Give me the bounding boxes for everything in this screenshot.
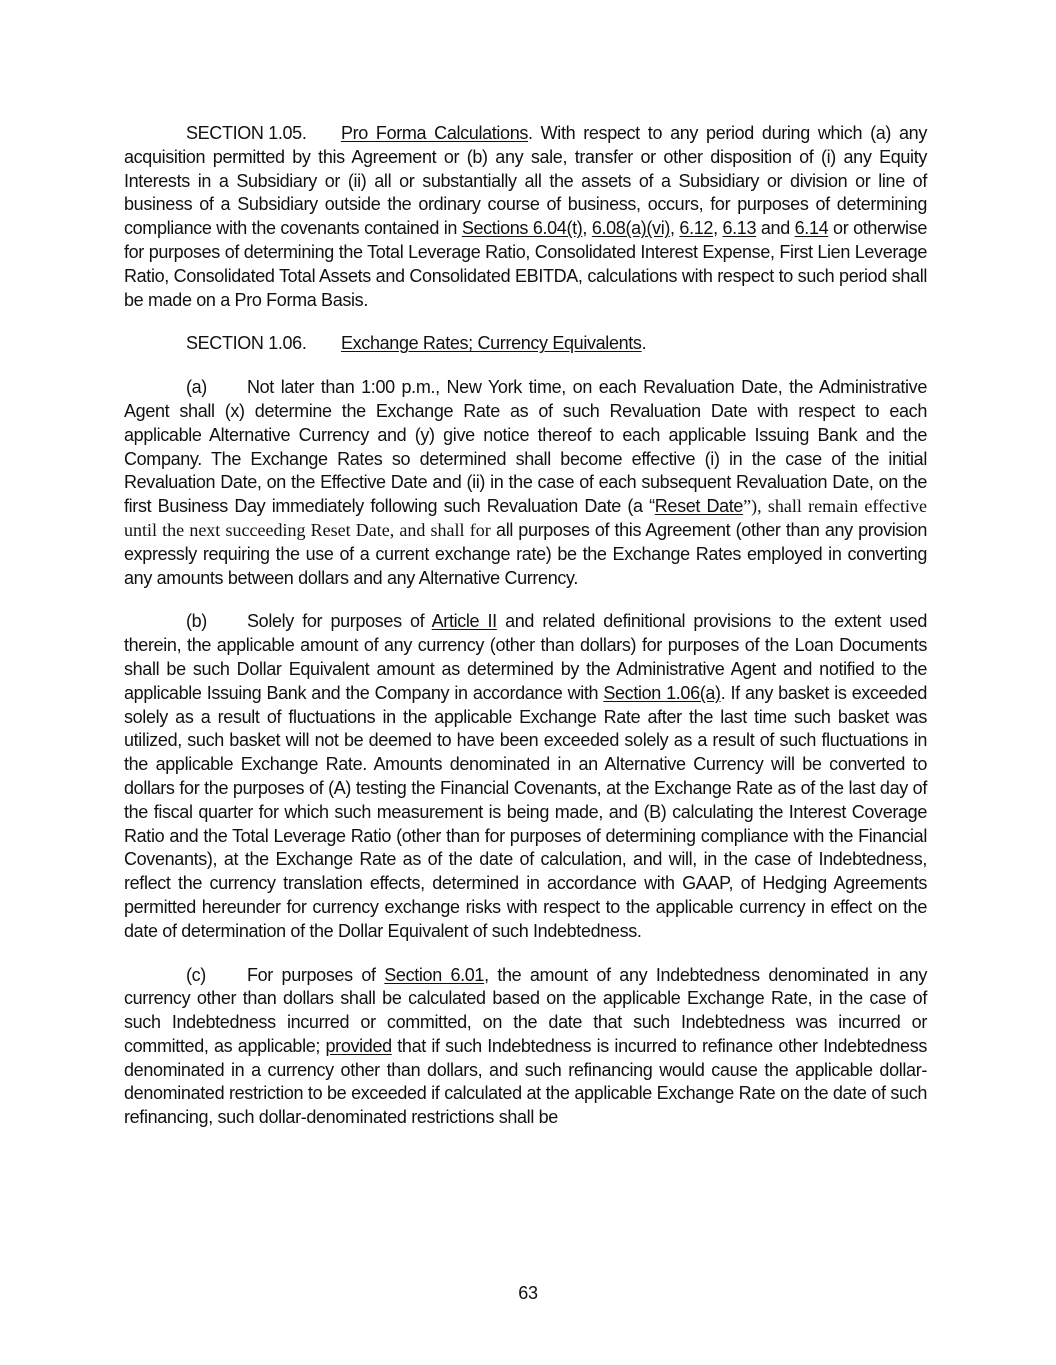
page-number: 63 <box>518 1283 538 1303</box>
section-label: SECTION 1.05. <box>186 123 307 143</box>
subsection-label: (c) <box>186 964 206 985</box>
document-page <box>124 122 927 1130</box>
cross-reference: 6.13 <box>722 218 757 239</box>
subsection-b-paragraph: (b) Solely for purposes of Article II and related definitional provisions to the extent used therein, the applicable amount of any currency (other than dollars) for purposes of the Loan Documents shall be such Dollar Equivalent amount as determined by the Administrative Agent and notified to the applicable Issuing Bank and the Company in accordance with Section 1.06(a). If any basket is exceeded solely as a result of fluctuations in the applicable Exchange Rate after the last time such basket was utilized, such basket will not be deemed to have been exceeded solely as a result of such fluctuations in the applicable Exchange Rate. Amounts denominated in an Alternative Currency will be converted to dollars for the purposes of (A) testing the Financial Covenants, at the Exchange Rate as of the last day of the fiscal quarter for which such measurement is being made, and (B) calculating the Interest Coverage Ratio and the Total Leverage Ratio (other than for purposes of determining compliance with the Financial Covenants), at the Exchange Rate as of the date of calculation, and will, in the case of Indebtedness, reflect the currency translation effects, determined in accordance with GAAP, of Hedging Agreements permitted hereunder for currency exchange risks with respect to the applicable currency in effect on the date of determination of the Dollar Equivalent of such Indebtedness. <box>124 611 928 941</box>
cross-reference: Article II <box>431 611 497 632</box>
section-title: Pro Forma Calculations <box>341 123 529 143</box>
cross-reference: Sections 6.04(t) <box>461 218 583 239</box>
proviso-term: provided <box>325 1035 392 1056</box>
defined-term: Reset Date <box>654 496 744 517</box>
section-title: Exchange Rates; Currency Equivalents <box>341 333 642 354</box>
subsection-c-paragraph: (c) For purposes of Section 6.01, the amount of any Indebtedness denominated in any currency other than dollars shall be calculated based on the applicable Exchange Rate, in the case of such Indebtedness incurred or committed, on the date that such Indebtedness was incurred or committed, as applicable; provided that if such Indebtedness is incurred to refinance other Indebtedness denominated in a currency other than dollars, and such refinancing would cause the applicable dollar-denominated restriction to be exceeded if calculated at the applicable Exchange Rate on the date of such refinancing, such dollar-denominated restrictions shall be <box>124 964 927 1128</box>
cross-reference: Section 1.06(a) <box>603 682 721 703</box>
section-label: SECTION 1.06. <box>186 333 307 354</box>
cross-reference: 6.14 <box>794 218 829 239</box>
cross-reference: Section 6.01 <box>384 964 485 985</box>
subsection-a-paragraph: (a) Not later than 1:00 p.m., New York time, on each Revaluation Date, the Administrative Agent shall (x) determine the Exchange Rate as of such Revaluation Date with respect to each applicable Alternative Currency and (y) give notice thereof to each applicable Issuing Bank and the Company. The Exchange Rates so determined shall become effective (i) in the case of the initial Revaluation Date, on the Effective Date and (ii) in the case of each subsequent Revaluation Date, on the first Business Day immediately following such Revaluation Date (a “Reset Date”), shall remain effective until the next succeeding Reset Date, and shall for all purposes of this Agreement (other than any provision expressly requiring the use of a current exchange rate) be the Exchange Rates employed in converting any amounts between dollars and any Alternative Currency. <box>124 377 928 588</box>
cross-reference: 6.12 <box>679 218 714 239</box>
section-1-05-paragraph: SECTION 1.05. Pro Forma Calculations. With respect to any period during which (a) any acquisition permitted by this Agreement or (b) any sale, transfer or other disposition of (i) any Equity Interests in a Subsidiary or (ii) all or substantially all the assets of a Subsidiary or division or line of business of a Subsidiary outside the ordinary course of business, occurs, for purposes of determining compliance with the covenants contained in Sections 6.04(t), 6.08(a)(vi), 6.12, 6.13 and 6.14 or otherwise for purposes of determining the Total Leverage Ratio, Consolidated Interest Expense, First Lien Leverage Ratio, Consolidated Total Assets and Consolidated EBITDA, calculations with respect to such period shall be made on a Pro Forma Basis. <box>124 123 927 310</box>
section-1-06-heading: SECTION 1.06. Exchange Rates; Currency Equivalents. <box>124 332 927 356</box>
subsection-label: (a) <box>186 377 207 398</box>
subsection-label: (b) <box>186 611 207 632</box>
cross-reference: 6.08(a)(vi) <box>591 218 670 239</box>
